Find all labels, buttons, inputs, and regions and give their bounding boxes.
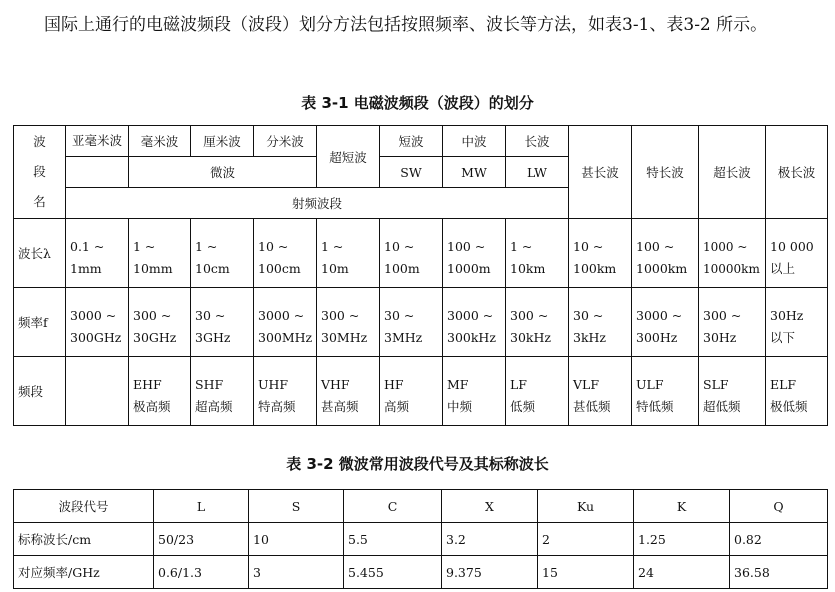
frequency-cell: 3000 ~ 300kHz <box>443 288 506 357</box>
band-code-cell: VLF 甚低频 <box>569 357 632 426</box>
microwave-label: 微波 <box>129 157 317 188</box>
band-code-cell: HF 高频 <box>380 357 443 426</box>
table-cell: 2 <box>538 523 634 556</box>
header-cell: K <box>634 490 730 523</box>
row-header-wavelength: 波长λ <box>14 219 66 288</box>
microwave-band-table <box>13 489 828 589</box>
wavelength-cell: 1 ~ 10m <box>317 219 380 288</box>
frequency-cell: 300 ~ 30kHz <box>506 288 569 357</box>
wavelength-cell: 1000 ~ 10000km <box>699 219 766 288</box>
band-ulong: 特长波 <box>632 126 699 219</box>
table-cell: 3 <box>249 556 344 589</box>
wavelength-cell: 100 ~ 1000m <box>443 219 506 288</box>
table-cell: 5.455 <box>344 556 442 589</box>
frequency-cell: 3000 ~ 300Hz <box>632 288 699 357</box>
wavelength-cell: 10 000 以上 <box>766 219 828 288</box>
frequency-cell: 30 ~ 3MHz <box>380 288 443 357</box>
band-ultrashort: 超短波 <box>317 126 380 188</box>
band-code-cell <box>66 357 129 426</box>
band-code-cell: LF 低频 <box>506 357 569 426</box>
band-code-cell: SLF 超低频 <box>699 357 766 426</box>
band-code-cell: VHF 甚高频 <box>317 357 380 426</box>
rf-band-label: 射频波段 <box>66 188 569 219</box>
table-cell: 5.5 <box>344 523 442 556</box>
band-slong: 超长波 <box>699 126 766 219</box>
table-cell: 15 <box>538 556 634 589</box>
header-cell: L <box>154 490 249 523</box>
table-cell: 1.25 <box>634 523 730 556</box>
table-cell: 3.2 <box>442 523 538 556</box>
frequency-cell: 30 ~ 3kHz <box>569 288 632 357</box>
table-cell: 9.375 <box>442 556 538 589</box>
band-code-cell: ELF 极低频 <box>766 357 828 426</box>
band-vlong: 甚长波 <box>569 126 632 219</box>
table2-caption: 表 3-2 微波常用波段代号及其标称波长 <box>286 455 549 473</box>
frequency-cell: 30 ~ 3GHz <box>191 288 254 357</box>
row-label: 对应频率/GHz <box>14 556 154 589</box>
wavelength-cell: 1 ~ 10cm <box>191 219 254 288</box>
table-cell: 10 <box>249 523 344 556</box>
wavelength-cell: 10 ~ 100m <box>380 219 443 288</box>
wavelength-cell: 10 ~ 100cm <box>254 219 317 288</box>
header-cell: 波段代号 <box>14 490 154 523</box>
intro-paragraph: 国际上通行的电磁波频段（波段）划分方法包括按照频率、波长等方法，如表3-1、表3-2 所示。 <box>44 15 768 35</box>
header-cell: X <box>442 490 538 523</box>
wavelength-cell: 0.1 ~ 1mm <box>66 219 129 288</box>
band-submm: 亚毫米波 <box>66 126 129 157</box>
table-cell: 36.58 <box>730 556 828 589</box>
row-header-band: 频段 <box>14 357 66 426</box>
band-short: 短波 <box>380 126 443 157</box>
wavelength-cell: 100 ~ 1000km <box>632 219 699 288</box>
wavelength-cell: 10 ~ 100km <box>569 219 632 288</box>
abbr-lw: LW <box>506 157 569 188</box>
frequency-cell: 300 ~ 30MHz <box>317 288 380 357</box>
table1-caption: 表 3-1 电磁波频段（波段）的划分 <box>301 94 534 112</box>
table-cell: 24 <box>634 556 730 589</box>
frequency-cell: 300 ~ 30GHz <box>129 288 191 357</box>
band-mm: 毫米波 <box>129 126 191 157</box>
band-division-table <box>13 125 828 426</box>
row-header-band-name: 波 段 名 <box>14 126 66 219</box>
wavelength-cell: 1 ~ 10km <box>506 219 569 288</box>
band-code-cell: SHF 超高频 <box>191 357 254 426</box>
header-cell: S <box>249 490 344 523</box>
abbr-mw: MW <box>443 157 506 188</box>
band-code-cell: UHF 特高频 <box>254 357 317 426</box>
table-cell: 0.82 <box>730 523 828 556</box>
band-cm: 厘米波 <box>191 126 254 157</box>
empty-cell <box>66 157 129 188</box>
frequency-cell: 300 ~ 30Hz <box>699 288 766 357</box>
header-cell: C <box>344 490 442 523</box>
band-medium: 中波 <box>443 126 506 157</box>
frequency-cell: 30Hz 以下 <box>766 288 828 357</box>
table-cell: 50/23 <box>154 523 249 556</box>
abbr-sw: SW <box>380 157 443 188</box>
band-elong: 极长波 <box>766 126 828 219</box>
header-cell: Q <box>730 490 828 523</box>
wavelength-cell: 1 ~ 10mm <box>129 219 191 288</box>
header-cell: Ku <box>538 490 634 523</box>
frequency-cell: 3000 ~ 300GHz <box>66 288 129 357</box>
frequency-cell: 3000 ~ 300MHz <box>254 288 317 357</box>
row-label: 标称波长/cm <box>14 523 154 556</box>
row-header-frequency: 频率f <box>14 288 66 357</box>
band-code-cell: MF 中频 <box>443 357 506 426</box>
band-long: 长波 <box>506 126 569 157</box>
band-dm: 分米波 <box>254 126 317 157</box>
band-code-cell: ULF 特低频 <box>632 357 699 426</box>
band-code-cell: EHF 极高频 <box>129 357 191 426</box>
table-cell: 0.6/1.3 <box>154 556 249 589</box>
